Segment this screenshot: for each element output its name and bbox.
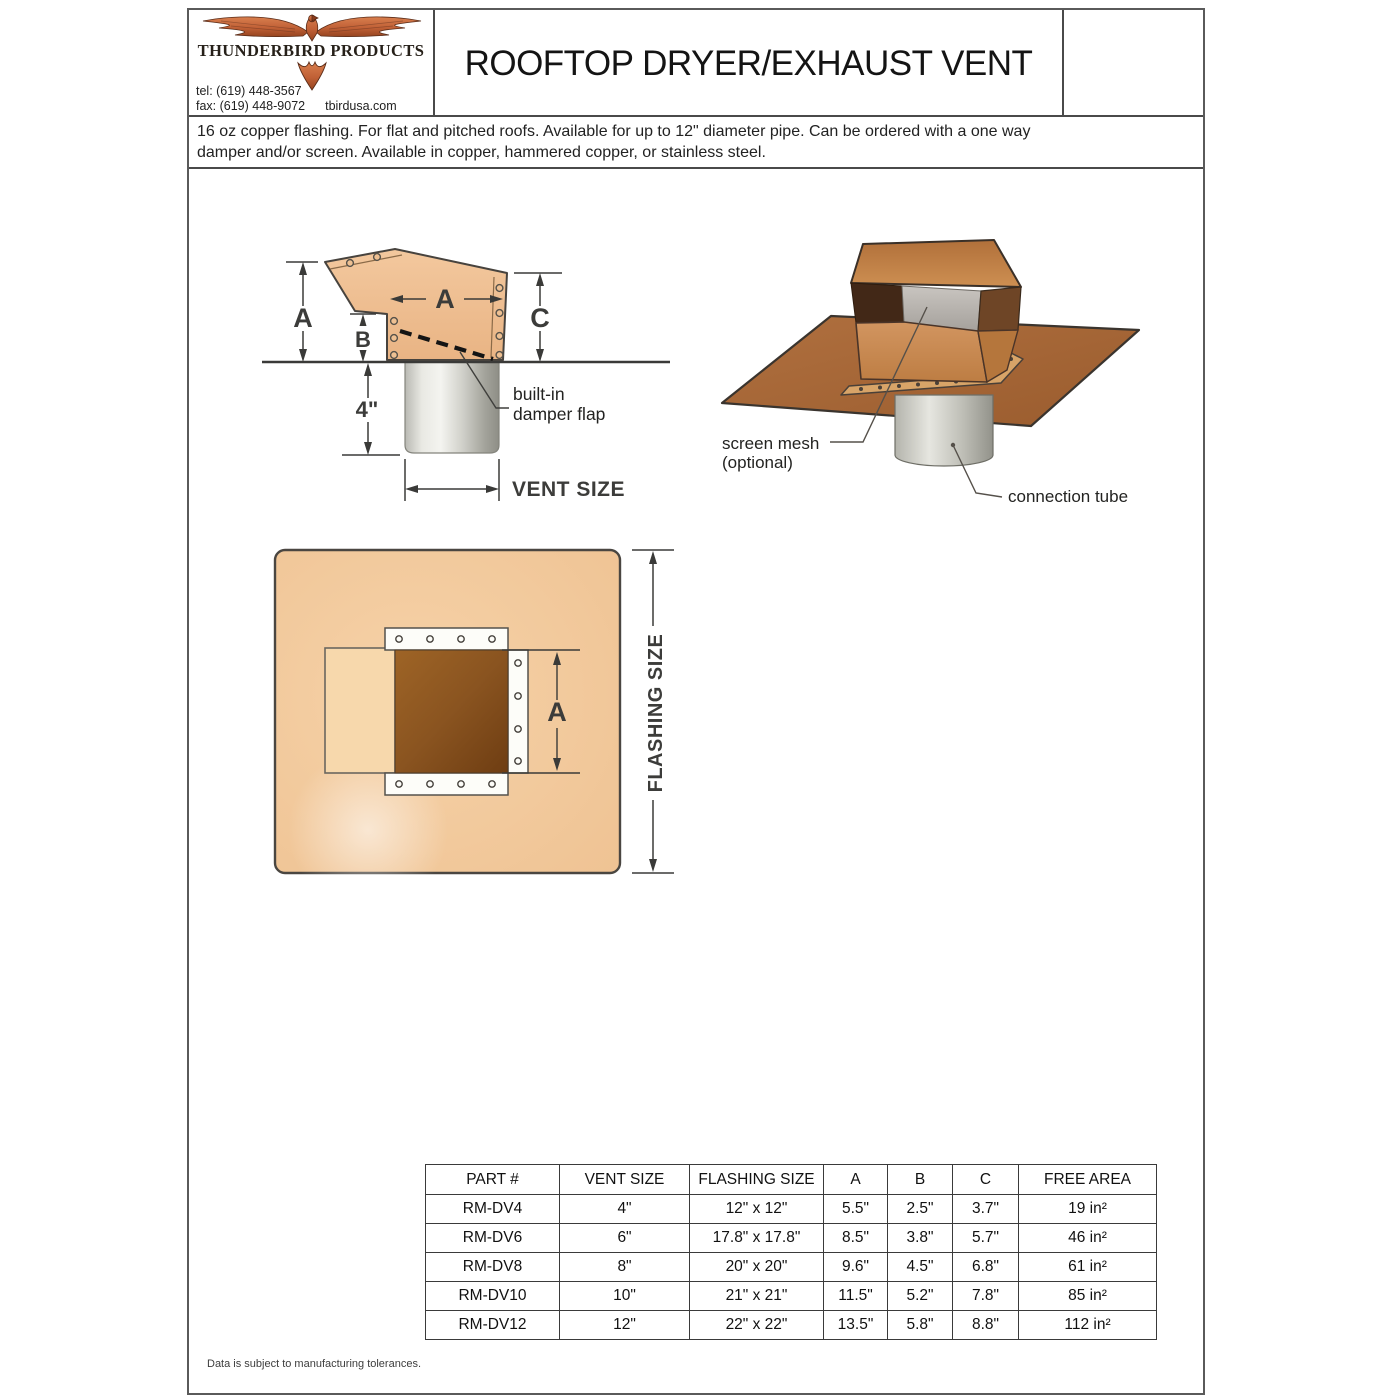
- col-header-free-area: FREE AREA: [1019, 1165, 1157, 1195]
- top-view-diagram: [258, 540, 698, 890]
- iso-box-opening: [851, 283, 904, 323]
- cell-a: 9.6": [824, 1253, 888, 1282]
- cell-b: 5.2": [888, 1282, 953, 1311]
- cell-free-area: 85 in²: [1019, 1282, 1157, 1311]
- col-header-flashing-size: FLASHING SIZE: [690, 1165, 824, 1195]
- product-description: [189, 117, 1203, 169]
- title-cell: [435, 10, 1062, 117]
- cell-a: 5.5": [824, 1195, 888, 1224]
- logo-cell: [189, 10, 435, 117]
- col-header-part: PART #: [426, 1165, 560, 1195]
- dim-B-label: B: [355, 327, 371, 352]
- cell-vent-size: 4": [560, 1195, 690, 1224]
- damper-label-line2: damper flap: [513, 404, 606, 424]
- screen-mesh-label-line2: (optional): [722, 453, 793, 472]
- spec-table: [425, 1164, 1157, 1340]
- fax-line: fax: (619) 448-9072 tbirdusa.com: [196, 99, 397, 113]
- table-row: [426, 1253, 1157, 1282]
- cell-flashing-size: 12" x 12": [690, 1195, 824, 1224]
- cell-part: RM-DV8: [426, 1253, 560, 1282]
- spec-table-header-row: [426, 1165, 1157, 1195]
- thunderbird-eagle-icon: [197, 12, 427, 44]
- tolerance-note: Data is subject to manufacturing tolerances.: [207, 1358, 422, 1370]
- cell-flashing-size: 22" x 22": [690, 1311, 824, 1340]
- company-name: THUNDERBIRD PRODUCTS: [197, 41, 425, 60]
- cell-part: RM-DV12: [426, 1311, 560, 1340]
- table-row: [426, 1195, 1157, 1224]
- cell-part: RM-DV4: [426, 1195, 560, 1224]
- dim-vent-size: [405, 459, 499, 501]
- col-header-b: B: [888, 1165, 953, 1195]
- title-block: [189, 10, 1203, 117]
- col-header-vent-size: VENT SIZE: [560, 1165, 690, 1195]
- damper-label-line1: built-in: [513, 384, 565, 404]
- dim-C-label: C: [530, 303, 550, 333]
- cell-free-area: 61 in²: [1019, 1253, 1157, 1282]
- side-connection-tube: [405, 362, 499, 453]
- cell-c: 5.7": [953, 1224, 1019, 1253]
- screen-mesh-label-line1: screen mesh: [722, 434, 820, 453]
- top-vent-opening: [395, 650, 508, 773]
- col-header-c: C: [953, 1165, 1019, 1195]
- top-dim-A-label: A: [547, 697, 567, 727]
- table-row: [426, 1311, 1157, 1340]
- iso-vent-box: [851, 240, 1021, 382]
- dim-A-horizontal-label: A: [435, 284, 455, 314]
- cell-vent-size: 8": [560, 1253, 690, 1282]
- top-hood-cover: [325, 648, 395, 773]
- side-view-diagram: [250, 228, 690, 528]
- page-title: ROOFTOP DRYER/EXHAUST VENT: [464, 43, 1033, 83]
- cell-c: 7.8": [953, 1282, 1019, 1311]
- cell-flashing-size: 20" x 20": [690, 1253, 824, 1282]
- cell-vent-size: 10": [560, 1282, 690, 1311]
- description-line-1: 16 oz copper flashing. For flat and pitched roofs. Available for up to 12" diameter pipe. Can be ordered with a one way: [197, 123, 1031, 140]
- col-header-a: A: [824, 1165, 888, 1195]
- description-line-2: damper and/or screen. Available in copper, hammered copper, or stainless steel.: [197, 144, 766, 161]
- cell-b: 3.8": [888, 1224, 953, 1253]
- cell-b: 2.5": [888, 1195, 953, 1224]
- flashing-size-label: FLASHING SIZE: [645, 633, 667, 793]
- vent-hood-profile: [325, 249, 507, 360]
- tel-line: tel: (619) 448-3567: [196, 84, 302, 98]
- iso-box-front-face: [856, 322, 987, 382]
- vent-size-label: VENT SIZE: [512, 478, 626, 501]
- cell-part: RM-DV10: [426, 1282, 560, 1311]
- cell-a: 11.5": [824, 1282, 888, 1311]
- cell-flashing-size: 21" x 21": [690, 1282, 824, 1311]
- cell-c: 8.8": [953, 1311, 1019, 1340]
- dim-A-left-label: A: [293, 303, 313, 333]
- iso-box-right-upper-face: [978, 287, 1021, 331]
- iso-connection-tube: [895, 395, 993, 466]
- cell-part: RM-DV6: [426, 1224, 560, 1253]
- cell-free-area: 46 in²: [1019, 1224, 1157, 1253]
- dim-4in-label: 4": [355, 397, 379, 422]
- cell-vent-size: 12": [560, 1311, 690, 1340]
- connection-tube-label: connection tube: [1008, 487, 1129, 506]
- website: tbirdusa.com: [325, 99, 397, 113]
- cell-a: 13.5": [824, 1311, 888, 1340]
- cell-c: 6.8": [953, 1253, 1019, 1282]
- table-row: [426, 1282, 1157, 1311]
- revision-cell-empty: [1062, 10, 1203, 117]
- contact-info: [196, 84, 397, 114]
- iso-box-top-face: [851, 240, 1021, 287]
- cell-c: 3.7": [953, 1195, 1019, 1224]
- cell-a: 8.5": [824, 1224, 888, 1253]
- isometric-view-diagram: [705, 225, 1155, 515]
- cell-b: 5.8": [888, 1311, 953, 1340]
- table-row: [426, 1224, 1157, 1253]
- cell-vent-size: 6": [560, 1224, 690, 1253]
- cell-flashing-size: 17.8" x 17.8": [690, 1224, 824, 1253]
- cell-free-area: 19 in²: [1019, 1195, 1157, 1224]
- cell-b: 4.5": [888, 1253, 953, 1282]
- cell-free-area: 112 in²: [1019, 1311, 1157, 1340]
